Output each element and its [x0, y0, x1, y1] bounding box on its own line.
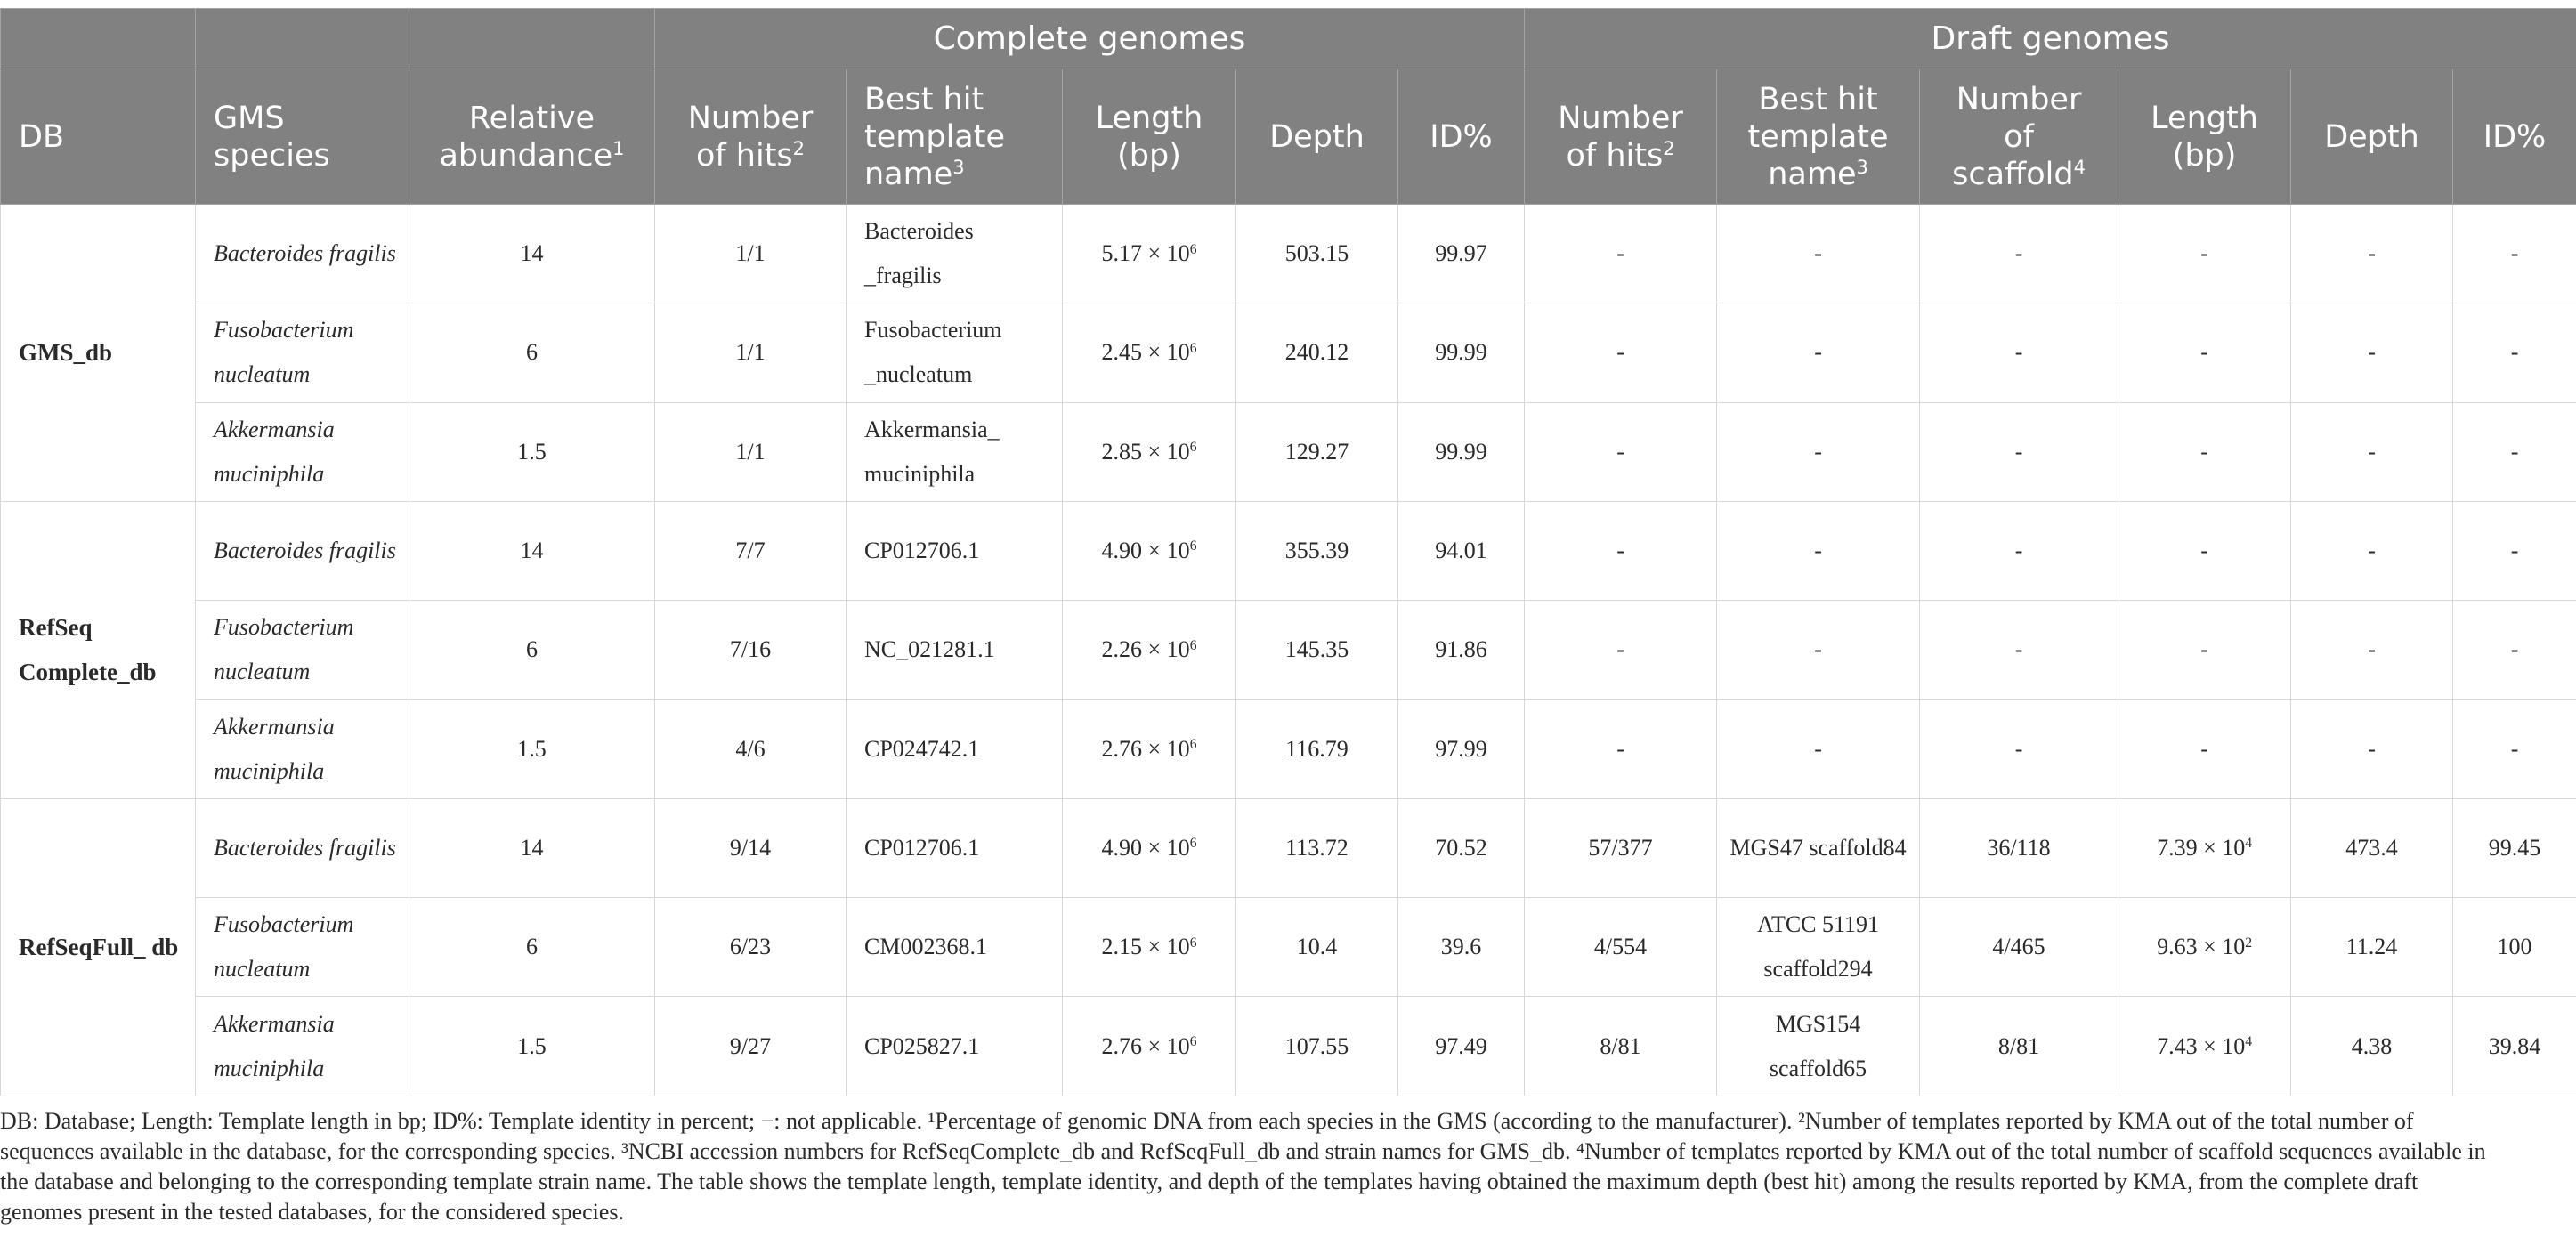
depth-cell: 240.12: [1236, 303, 1398, 402]
draft-identity-cell: -: [2453, 601, 2576, 700]
length-exponent: 6: [1189, 637, 1197, 653]
draft-depth-cell: -: [2291, 501, 2453, 600]
depth-cell: 10.4: [1236, 898, 1398, 997]
col-header-draft-template: [1717, 69, 1920, 205]
species-cell: Fusobacterium nucleatum: [196, 601, 409, 700]
col-header-hits-label: Number of hits: [687, 100, 814, 174]
table-header: [1, 9, 2576, 205]
header-column-row: [1, 69, 2576, 205]
length-exponent: 4: [2245, 836, 2253, 852]
hits-cell: 1/1: [655, 303, 847, 402]
col-header-scaffold: [1920, 69, 2118, 205]
template-cell: NC_021281.1: [847, 601, 1063, 700]
results-table-container: [0, 8, 2576, 1096]
identity-cell: 70.52: [1398, 798, 1525, 897]
table-row: [1, 402, 2576, 501]
draft-identity-cell: -: [2453, 700, 2576, 798]
length-mantissa: -: [2200, 735, 2208, 762]
length-mantissa: 4.90 × 10: [1101, 834, 1190, 861]
depth-cell: 355.39: [1236, 501, 1398, 600]
identity-cell: 39.6: [1398, 898, 1525, 997]
hits-cell: 9/14: [655, 798, 847, 897]
hits-cell: 6/23: [655, 898, 847, 997]
col-header-draft-length-label: Length (bp): [2151, 100, 2258, 174]
draft-hits-cell: -: [1525, 501, 1717, 600]
scaffold-cell: 36/118: [1920, 798, 2118, 897]
species-cell: Akkermansia muciniphila: [196, 997, 409, 1096]
draft-depth-cell: -: [2291, 303, 2453, 402]
draft-length-cell: [2118, 303, 2291, 402]
length-exponent: 6: [1189, 538, 1197, 554]
db-name-cell: RefSeq Complete_db: [1, 501, 196, 798]
template-cell: Akkermansia_ muciniphila: [847, 402, 1063, 501]
length-cell: [1063, 700, 1236, 798]
length-mantissa: 2.85 × 10: [1101, 438, 1190, 465]
table-row: [1, 898, 2576, 997]
hits-cell: 7/7: [655, 501, 847, 600]
abundance-cell: 1.5: [409, 700, 655, 798]
header-empty-db: [1, 9, 196, 69]
draft-hits-cell: -: [1525, 303, 1717, 402]
identity-cell: 99.97: [1398, 205, 1525, 303]
length-mantissa: 5.17 × 10: [1101, 240, 1190, 267]
col-header-db-label: DB: [19, 118, 64, 155]
header-empty-abundance: [409, 9, 655, 69]
footnote-ref: 2: [1663, 137, 1675, 159]
table-body: [1, 205, 2576, 1096]
draft-length-cell: [2118, 700, 2291, 798]
length-mantissa: 2.26 × 10: [1101, 636, 1190, 663]
species-cell: Fusobacterium nucleatum: [196, 898, 409, 997]
table-row: [1, 798, 2576, 897]
col-header-length-label: Length (bp): [1095, 100, 1203, 174]
draft-length-cell: [2118, 997, 2291, 1096]
length-mantissa: -: [2200, 438, 2208, 465]
draft-hits-cell: -: [1525, 700, 1717, 798]
template-cell: Fusobacterium _nucleatum: [847, 303, 1063, 402]
col-header-draft-id-label: ID%: [2483, 118, 2547, 155]
abundance-cell: 6: [409, 601, 655, 700]
length-cell: [1063, 303, 1236, 402]
draft-length-cell: [2118, 402, 2291, 501]
footnote-ref: 2: [792, 137, 806, 159]
length-mantissa: 9.63 × 10: [2157, 934, 2246, 960]
length-exponent: 6: [1189, 737, 1197, 753]
db-name-cell: GMS_db: [1, 205, 196, 502]
species-cell: Akkermansia muciniphila: [196, 700, 409, 798]
identity-cell: 97.49: [1398, 997, 1525, 1096]
identity-cell: 99.99: [1398, 402, 1525, 501]
length-exponent: 6: [1189, 1033, 1197, 1049]
draft-identity-cell: -: [2453, 303, 2576, 402]
depth-cell: 116.79: [1236, 700, 1398, 798]
length-exponent: 6: [1189, 440, 1197, 456]
template-cell: Bacteroides _fragilis: [847, 205, 1063, 303]
results-table: [0, 8, 2576, 1096]
col-header-scaffold-label: Number of scaffold: [1952, 81, 2082, 192]
length-exponent: 6: [1189, 836, 1197, 852]
identity-cell: 94.01: [1398, 501, 1525, 600]
scaffold-cell: -: [1920, 601, 2118, 700]
scaffold-cell: -: [1920, 402, 2118, 501]
scaffold-cell: 8/81: [1920, 997, 2118, 1096]
depth-cell: 113.72: [1236, 798, 1398, 897]
draft-identity-cell: 39.84: [2453, 997, 2576, 1096]
depth-cell: 107.55: [1236, 997, 1398, 1096]
draft-depth-cell: 11.24: [2291, 898, 2453, 997]
abundance-cell: 14: [409, 501, 655, 600]
col-header-template-label: Best hit template name: [864, 81, 1005, 192]
draft-template-cell: MGS47 scaffold84: [1717, 798, 1920, 897]
length-cell: [1063, 898, 1236, 997]
length-mantissa: -: [2200, 240, 2208, 267]
col-header-draft-hits: [1525, 69, 1717, 205]
col-header-draft-hits-label: Number of hits: [1558, 100, 1683, 174]
length-mantissa: -: [2200, 538, 2208, 564]
col-header-db: [1, 69, 196, 205]
length-exponent: 6: [1189, 934, 1197, 951]
draft-depth-cell: -: [2291, 402, 2453, 501]
species-cell: Akkermansia muciniphila: [196, 402, 409, 501]
length-cell: [1063, 402, 1236, 501]
length-mantissa: 7.43 × 10: [2157, 1032, 2246, 1059]
draft-hits-cell: 8/81: [1525, 997, 1717, 1096]
draft-template-cell: -: [1717, 303, 1920, 402]
species-cell: Bacteroides fragilis: [196, 205, 409, 303]
draft-identity-cell: -: [2453, 501, 2576, 600]
table-footnote: DB: Database; Length: Template length in bp; ID%: Template identity in percent; −: not applicable. ¹Percentage of genomic DNA from each species in the GMS (according to the manufacturer). ²Number of templates reported by KMA out of the total number of sequences available in the database, for the corresponding species. ³NCBI accession numbers for RefSeqComplete_db and RefSeqFull_db and strain names for GMS_db. ⁴Number of templates reported by KMA out of the total number of scaffold sequences available in the database and belonging to the corresponding template strain name. The table shows the template length, template identity, and depth of the templates having obtained the maximum depth (best hit) among the results reported by KMA, from the complete draft genomes present in the tested databases, for the considered species.: [0, 1108, 2486, 1225]
table-row: [1, 205, 2576, 303]
abundance-cell: 6: [409, 898, 655, 997]
col-header-draft-template-label: Best hit template name: [1747, 81, 1889, 192]
col-header-rel-abundance-label: Relative abundance: [439, 100, 613, 174]
length-mantissa: 2.15 × 10: [1101, 934, 1190, 960]
draft-depth-cell: 473.4: [2291, 798, 2453, 897]
col-header-draft-id: [2453, 69, 2576, 205]
draft-identity-cell: -: [2453, 402, 2576, 501]
length-mantissa: 7.39 × 10: [2157, 834, 2246, 861]
length-mantissa: 2.76 × 10: [1101, 1032, 1190, 1059]
scaffold-cell: -: [1920, 501, 2118, 600]
col-header-hits: [655, 69, 847, 205]
col-header-depth: [1236, 69, 1398, 205]
length-mantissa: 2.76 × 10: [1101, 735, 1190, 762]
length-exponent: 6: [1189, 340, 1197, 356]
length-exponent: 4: [2245, 1033, 2253, 1049]
draft-length-cell: [2118, 501, 2291, 600]
identity-cell: 91.86: [1398, 601, 1525, 700]
col-header-draft-length: [2118, 69, 2291, 205]
identity-cell: 99.99: [1398, 303, 1525, 402]
hits-cell: 4/6: [655, 700, 847, 798]
scaffold-cell: -: [1920, 700, 2118, 798]
template-cell: CP012706.1: [847, 798, 1063, 897]
hits-cell: 1/1: [655, 205, 847, 303]
footnote-ref: 3: [1856, 156, 1868, 178]
scaffold-cell: -: [1920, 205, 2118, 303]
draft-identity-cell: 100: [2453, 898, 2576, 997]
template-cell: CP012706.1: [847, 501, 1063, 600]
length-cell: [1063, 205, 1236, 303]
draft-template-cell: -: [1717, 501, 1920, 600]
draft-length-cell: [2118, 205, 2291, 303]
draft-length-cell: [2118, 898, 2291, 997]
col-header-draft-depth: [2291, 69, 2453, 205]
identity-cell: 97.99: [1398, 700, 1525, 798]
draft-identity-cell: -: [2453, 205, 2576, 303]
col-header-depth-label: Depth: [1269, 118, 1365, 155]
scaffold-cell: 4/465: [1920, 898, 2118, 997]
col-header-species-label: GMS species: [214, 100, 330, 174]
col-header-draft-depth-label: Depth: [2324, 118, 2419, 155]
draft-identity-cell: 99.45: [2453, 798, 2576, 897]
draft-depth-cell: -: [2291, 601, 2453, 700]
draft-hits-cell: -: [1525, 402, 1717, 501]
species-cell: Bacteroides fragilis: [196, 501, 409, 600]
hits-cell: 9/27: [655, 997, 847, 1096]
abundance-cell: 14: [409, 205, 655, 303]
table-row: [1, 601, 2576, 700]
col-header-species: [196, 69, 409, 205]
species-cell: Bacteroides fragilis: [196, 798, 409, 897]
draft-template-cell: -: [1717, 402, 1920, 501]
col-header-length: [1063, 69, 1236, 205]
draft-template-cell: -: [1717, 205, 1920, 303]
abundance-cell: 6: [409, 303, 655, 402]
template-cell: CP025827.1: [847, 997, 1063, 1096]
header-draft-genomes: Draft genomes: [1525, 9, 2576, 69]
draft-hits-cell: 4/554: [1525, 898, 1717, 997]
template-cell: CP024742.1: [847, 700, 1063, 798]
draft-template-cell: -: [1717, 601, 1920, 700]
table-row: [1, 303, 2576, 402]
col-header-template: [847, 69, 1063, 205]
draft-length-cell: [2118, 798, 2291, 897]
col-header-rel-abundance: [409, 69, 655, 205]
length-mantissa: 4.90 × 10: [1101, 538, 1190, 564]
footnote-ref: 1: [612, 137, 625, 159]
draft-depth-cell: 4.38: [2291, 997, 2453, 1096]
draft-length-cell: [2118, 601, 2291, 700]
col-header-id-label: ID%: [1430, 118, 1493, 155]
draft-template-cell: ATCC 51191 scaffold294: [1717, 898, 1920, 997]
hits-cell: 7/16: [655, 601, 847, 700]
col-header-id: [1398, 69, 1525, 205]
draft-template-cell: -: [1717, 700, 1920, 798]
abundance-cell: 1.5: [409, 997, 655, 1096]
footnote-ref: 4: [2073, 156, 2086, 178]
draft-depth-cell: -: [2291, 205, 2453, 303]
length-exponent: 6: [1189, 241, 1197, 257]
header-complete-genomes: Complete genomes: [655, 9, 1525, 69]
depth-cell: 503.15: [1236, 205, 1398, 303]
template-cell: CM002368.1: [847, 898, 1063, 997]
length-mantissa: -: [2200, 339, 2208, 366]
footnote-ref: 3: [952, 156, 965, 178]
draft-depth-cell: -: [2291, 700, 2453, 798]
depth-cell: 129.27: [1236, 402, 1398, 501]
db-name-cell: RefSeqFull_ db: [1, 798, 196, 1096]
scaffold-cell: -: [1920, 303, 2118, 402]
length-cell: [1063, 798, 1236, 897]
table-row: [1, 700, 2576, 798]
length-mantissa: 2.45 × 10: [1101, 339, 1190, 366]
abundance-cell: 1.5: [409, 402, 655, 501]
header-empty-species: [196, 9, 409, 69]
header-group-row: [1, 9, 2576, 69]
draft-hits-cell: 57/377: [1525, 798, 1717, 897]
length-exponent: 2: [2245, 934, 2253, 951]
draft-hits-cell: -: [1525, 205, 1717, 303]
draft-hits-cell: -: [1525, 601, 1717, 700]
length-mantissa: -: [2200, 636, 2208, 663]
length-cell: [1063, 997, 1236, 1096]
species-cell: Fusobacterium nucleatum: [196, 303, 409, 402]
hits-cell: 1/1: [655, 402, 847, 501]
draft-template-cell: MGS154 scaffold65: [1717, 997, 1920, 1096]
abundance-cell: 14: [409, 798, 655, 897]
depth-cell: 145.35: [1236, 601, 1398, 700]
table-row: [1, 501, 2576, 600]
length-cell: [1063, 601, 1236, 700]
length-cell: [1063, 501, 1236, 600]
table-row: [1, 997, 2576, 1096]
